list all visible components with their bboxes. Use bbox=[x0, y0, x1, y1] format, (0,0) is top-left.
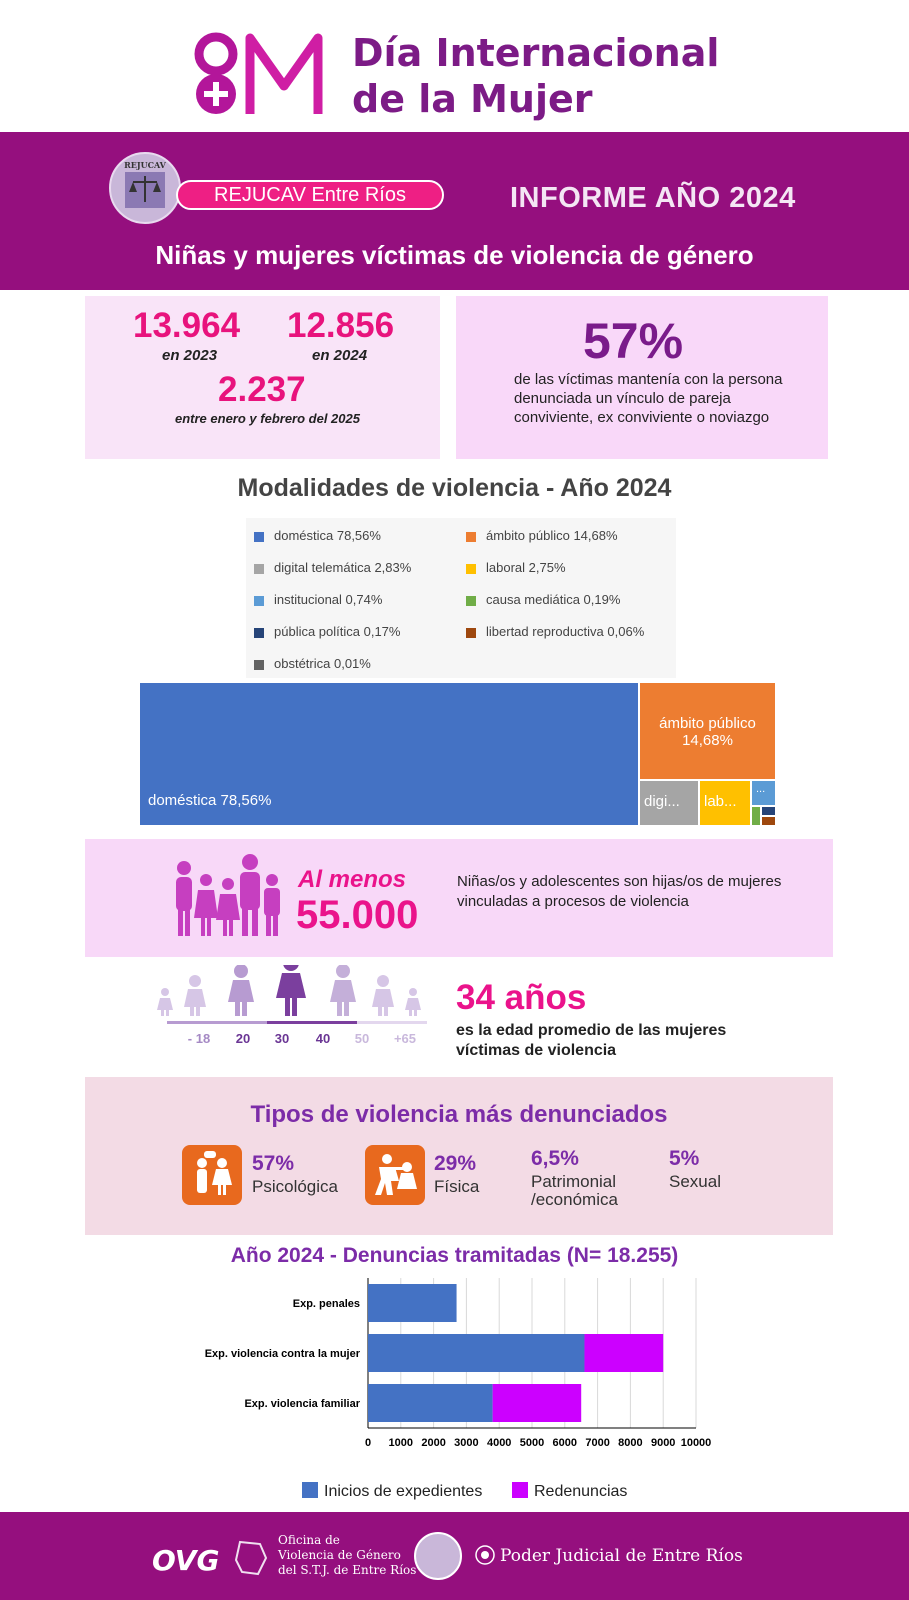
judicial-seal-icon bbox=[474, 1544, 496, 1566]
category-label: Exp. violencia contra la mujer bbox=[204, 1348, 360, 1360]
treemap-publico-value: 14,68% bbox=[682, 732, 733, 749]
logo-text: 8M bbox=[192, 30, 194, 31]
x-tick-label: 7000 bbox=[585, 1437, 610, 1449]
legend-swatch bbox=[254, 628, 264, 638]
age-bar-left bbox=[167, 1021, 267, 1024]
rejucav-logo-text: REJUCAV bbox=[124, 160, 166, 170]
treemap-publico bbox=[640, 683, 775, 779]
patrimonial-label: Patrimonial /económica bbox=[531, 1172, 618, 1209]
children-count: 55.000 bbox=[296, 893, 419, 937]
average-age-description: es la edad promedio de las mujeres víctimas de violencia bbox=[456, 1022, 727, 1059]
age-bar-right bbox=[357, 1021, 427, 1024]
legend-swatch bbox=[466, 628, 476, 638]
age-tick: 40 bbox=[315, 1031, 331, 1046]
category-label: Exp. penales bbox=[292, 1298, 360, 1310]
legend-label: Redenuncias bbox=[534, 1483, 628, 1500]
family-icon bbox=[170, 850, 290, 940]
complaints-chart-title: Año 2024 - Denuncias tramitadas (N= 18.255) bbox=[230, 1244, 679, 1267]
treemap-digital-label: digi... bbox=[644, 793, 680, 810]
x-tick-label: 4000 bbox=[486, 1437, 512, 1449]
modalities-title: Modalidades de violencia - Año 2024 bbox=[237, 474, 672, 502]
judicial-power-name: Poder Judicial de Entre Ríos bbox=[500, 1546, 743, 1566]
age-tick: +65 bbox=[393, 1031, 417, 1046]
treemap-institucional bbox=[752, 781, 775, 805]
legend-item: doméstica 78,56% bbox=[254, 528, 381, 543]
bar-redenuncias bbox=[493, 1384, 582, 1422]
age-pictogram bbox=[155, 965, 435, 1065]
legend-item: institucional 0,74% bbox=[254, 592, 382, 607]
treemap-publico-label: ámbito público bbox=[659, 715, 756, 732]
physical-label: Física bbox=[434, 1177, 480, 1196]
x-tick-label: 0 bbox=[364, 1437, 372, 1449]
8m-logo bbox=[192, 30, 332, 120]
children-description: Niñas/os y adolescentes son hijas/os de mujeres vinculadas a procesos de violencia bbox=[457, 873, 782, 910]
report-subtitle: Niñas y mujeres víctimas de violencia de género bbox=[155, 240, 754, 270]
category-label: Exp. violencia familiar bbox=[244, 1398, 360, 1410]
legend-item: pública política 0,17% bbox=[254, 624, 400, 639]
legend-swatch bbox=[302, 1482, 318, 1498]
rejucav-label: REJUCAV Entre Ríos bbox=[176, 180, 444, 210]
patrimonial-percent: 6,5% bbox=[531, 1147, 579, 1170]
treemap-laboral-label: lab... bbox=[704, 793, 737, 810]
legend-swatch bbox=[466, 596, 476, 606]
treemap-libertad-reproductiva bbox=[762, 817, 775, 825]
ovg-line: Violencia de Género bbox=[278, 1548, 401, 1562]
age-tick: 30 bbox=[274, 1031, 290, 1046]
count-2023-label: en 2023 bbox=[162, 347, 218, 364]
x-tick-label: 1000 bbox=[388, 1437, 414, 1449]
count-2024: 12.856 bbox=[287, 306, 395, 345]
modalities-treemap bbox=[140, 683, 775, 825]
count-2025: 2.237 bbox=[218, 370, 306, 409]
legend-swatch bbox=[254, 532, 264, 542]
relationship-percent: 57% bbox=[583, 313, 684, 369]
title-line-2: de la Mujer bbox=[352, 77, 593, 121]
ovg-office-name bbox=[278, 1533, 416, 1578]
legend-swatch bbox=[254, 596, 264, 606]
modalities-legend bbox=[246, 518, 676, 678]
at-least-label: Al menos bbox=[298, 866, 407, 893]
x-tick-label: 10000 bbox=[680, 1437, 712, 1449]
legend-item: libertad reproductiva 0,06% bbox=[466, 624, 644, 639]
treemap-domestica bbox=[140, 683, 638, 825]
age-tick: 50 bbox=[354, 1031, 370, 1046]
psychological-violence-icon bbox=[182, 1145, 242, 1205]
report-year-heading: INFORME AÑO 2024 bbox=[510, 182, 796, 214]
psychological-label: Psicológica bbox=[252, 1177, 338, 1196]
legend-swatch bbox=[254, 564, 264, 574]
treemap-domestica-label: doméstica 78,56% bbox=[148, 792, 272, 809]
bar-redenuncias bbox=[584, 1334, 663, 1372]
ovg-line: Oficina de bbox=[278, 1533, 340, 1547]
x-tick-label: 2000 bbox=[421, 1437, 446, 1449]
psychological-percent: 57% bbox=[252, 1152, 295, 1175]
bar-inicios bbox=[368, 1334, 584, 1372]
woman-icon-row bbox=[157, 965, 421, 1016]
ovg-logo-text: OVG bbox=[152, 1544, 220, 1577]
x-tick-label: 5000 bbox=[519, 1437, 545, 1449]
average-age: 34 años bbox=[456, 978, 587, 1017]
legend-item: digital telemática 2,83% bbox=[254, 560, 411, 575]
sexual-label: Sexual bbox=[669, 1172, 721, 1191]
x-tick-label: 3000 bbox=[454, 1437, 479, 1449]
count-2024-label: en 2024 bbox=[312, 347, 368, 364]
age-tick: 20 bbox=[235, 1031, 251, 1046]
treemap-digital bbox=[640, 781, 698, 825]
legend-swatch bbox=[466, 564, 476, 574]
title-line-1: Día Internacional bbox=[352, 31, 720, 75]
legend-swatch bbox=[466, 532, 476, 542]
age-tick: - 18 bbox=[187, 1031, 211, 1046]
legend-swatch bbox=[512, 1482, 528, 1498]
treemap-publica-politica bbox=[762, 807, 775, 815]
rejucav-seal-logo bbox=[109, 152, 181, 224]
header bbox=[0, 0, 909, 132]
sexual-percent: 5% bbox=[669, 1147, 700, 1170]
relationship-description: de las víctimas mantenía con la persona denunciada un vínculo de pareja conviviente, ex conviviente o noviazgo bbox=[514, 371, 783, 426]
count-2023: 13.964 bbox=[133, 306, 241, 345]
ovg-logo bbox=[150, 1538, 270, 1578]
legend-item: laboral 2,75% bbox=[466, 560, 566, 575]
rejucav-footer-logo bbox=[414, 1532, 462, 1580]
x-tick-label: 6000 bbox=[552, 1437, 578, 1449]
legend-item: causa mediática 0,19% bbox=[466, 592, 620, 607]
ovg-line: del S.T.J. de Entre Ríos bbox=[278, 1563, 417, 1577]
treemap-small-label: ... bbox=[756, 783, 766, 795]
bar-inicios bbox=[368, 1284, 457, 1322]
legend-label: Inicios de expedientes bbox=[324, 1483, 483, 1500]
age-bar-center bbox=[267, 1021, 357, 1024]
legend-item: ámbito público 14,68% bbox=[466, 528, 618, 543]
physical-percent: 29% bbox=[434, 1152, 477, 1175]
bar-inicios bbox=[368, 1384, 493, 1422]
treemap-laboral bbox=[700, 781, 750, 825]
x-tick-label: 9000 bbox=[650, 1437, 676, 1449]
physical-violence-icon bbox=[365, 1145, 425, 1205]
count-2025-label: entre enero y febrero del 2025 bbox=[175, 411, 360, 426]
legend-item: obstétrica 0,01% bbox=[254, 656, 371, 671]
page-title bbox=[352, 30, 719, 122]
violence-types-title: Tipos de violencia más denunciados bbox=[250, 1101, 668, 1128]
legend-swatch bbox=[254, 660, 264, 670]
treemap-causa-mediatica bbox=[752, 807, 760, 825]
scales-icon bbox=[111, 154, 179, 222]
x-tick-label: 8000 bbox=[618, 1437, 643, 1449]
